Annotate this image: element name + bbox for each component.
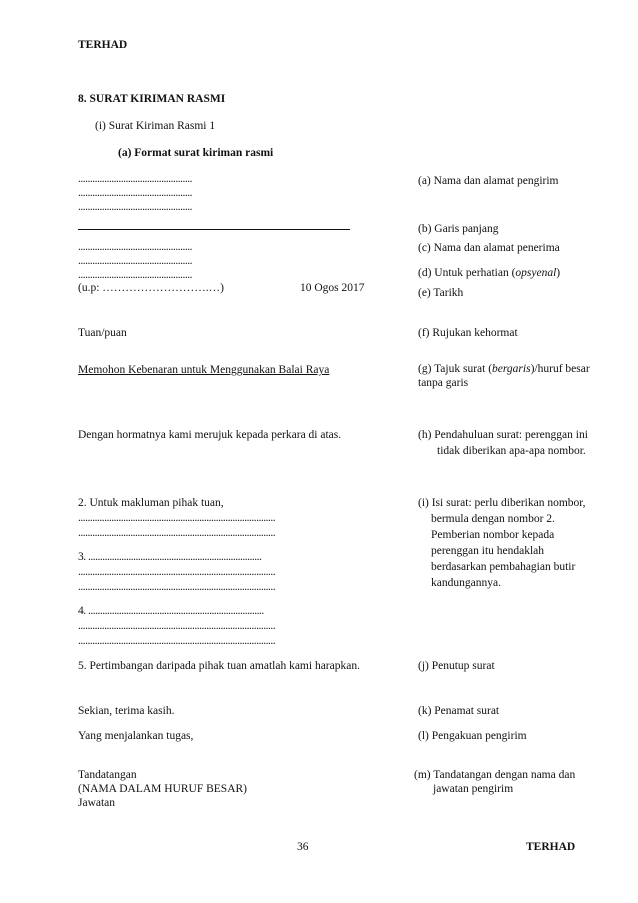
note-i-line: bermula dengan nombor 2. bbox=[431, 513, 555, 525]
signer-name: (NAMA DALAM HURUF BESAR) bbox=[78, 783, 248, 795]
sender-line: ................................................ bbox=[78, 187, 192, 199]
note-b: (b) Garis panjang bbox=[418, 223, 499, 235]
note-c: (c) Nama dan alamat penerima bbox=[418, 242, 560, 254]
note-i-line: berdasarkan pembahagian butir bbox=[431, 561, 576, 573]
note-i: (i) Isi surat: perlu diberikan nombor, bbox=[418, 497, 586, 509]
note-f: (f) Rujukan kehormat bbox=[418, 327, 518, 339]
note-a: (a) Nama dan alamat pengirim bbox=[418, 175, 559, 187]
note-h-line2: tidak diberikan apa-apa nombor. bbox=[437, 445, 586, 457]
intro-paragraph: Dengan hormatnya kami merujuk kepada perkara di atas. bbox=[78, 429, 342, 441]
header-classification: TERHAD bbox=[78, 39, 128, 51]
receiver-line: ................................................ bbox=[78, 269, 192, 281]
salutation: Tuan/puan bbox=[78, 327, 127, 339]
paragraph-2: 2. Untuk makluman pihak tuan, bbox=[78, 497, 224, 509]
note-l: (l) Pengakuan pengirim bbox=[418, 730, 527, 742]
note-m-line2: jawatan pengirim bbox=[433, 783, 514, 795]
section-title: 8. SURAT KIRIMAN RASMI bbox=[78, 93, 226, 105]
paragraph-3-line: ................................................................................... bbox=[78, 566, 276, 578]
subsubsection-title: (a) Format surat kiriman rasmi bbox=[118, 147, 274, 159]
receiver-line: ................................................ bbox=[78, 255, 192, 267]
closing-phrase: Sekian, terima kasih. bbox=[78, 705, 175, 717]
signer-position: Jawatan bbox=[78, 797, 116, 809]
note-e: (e) Tarikh bbox=[418, 287, 464, 299]
signature-label: Tandatangan bbox=[78, 769, 137, 781]
long-line bbox=[78, 229, 350, 230]
paragraph-4: 4. .......................................................................... bbox=[78, 605, 264, 617]
subsection-title: (i) Surat Kiriman Rasmi 1 bbox=[95, 120, 216, 132]
note-g: (g) Tajuk surat (bergaris)/huruf besar bbox=[418, 363, 590, 375]
paragraph-3-line: ................................................................................... bbox=[78, 581, 276, 593]
note-h: (h) Pendahuluan surat: perenggan ini bbox=[418, 429, 588, 441]
receiver-line: ................................................ bbox=[78, 241, 192, 253]
paragraph-2-line: ................................................................................... bbox=[78, 512, 276, 524]
note-i-line: kandungannya. bbox=[431, 577, 501, 589]
letter-subject: Memohon Kebenaran untuk Menggunakan Balai Raya bbox=[78, 364, 330, 376]
note-d: (d) Untuk perhatian (opsyenal) bbox=[418, 267, 561, 279]
sender-line: ................................................ bbox=[78, 201, 192, 213]
note-i-line: Pemberian nombor kepada bbox=[431, 529, 555, 541]
paragraph-4-line: ................................................................................... bbox=[78, 620, 276, 632]
sender-acknowledgement: Yang menjalankan tugas, bbox=[78, 730, 194, 742]
paragraph-4-line: ................................................................................... bbox=[78, 635, 276, 647]
page-number: 36 bbox=[297, 841, 309, 853]
note-i-line: perenggan itu hendaklah bbox=[431, 545, 545, 557]
note-m: (m) Tandatangan dengan nama dan bbox=[414, 769, 576, 781]
note-g-line2: tanpa garis bbox=[418, 377, 469, 389]
paragraph-3: 3. ......................................................................... bbox=[78, 551, 262, 563]
letter-date: 10 Ogos 2017 bbox=[300, 282, 365, 294]
paragraph-2-line: ................................................................................... bbox=[78, 527, 276, 539]
attention-line: (u.p: ……………………….…) bbox=[78, 282, 224, 294]
note-k: (k) Penamat surat bbox=[418, 705, 500, 717]
sender-line: ................................................ bbox=[78, 173, 192, 185]
note-j: (j) Penutup surat bbox=[418, 660, 495, 672]
paragraph-5: 5. Pertimbangan daripada pihak tuan amatlah kami harapkan. bbox=[78, 660, 360, 672]
footer-classification: TERHAD bbox=[526, 841, 576, 853]
